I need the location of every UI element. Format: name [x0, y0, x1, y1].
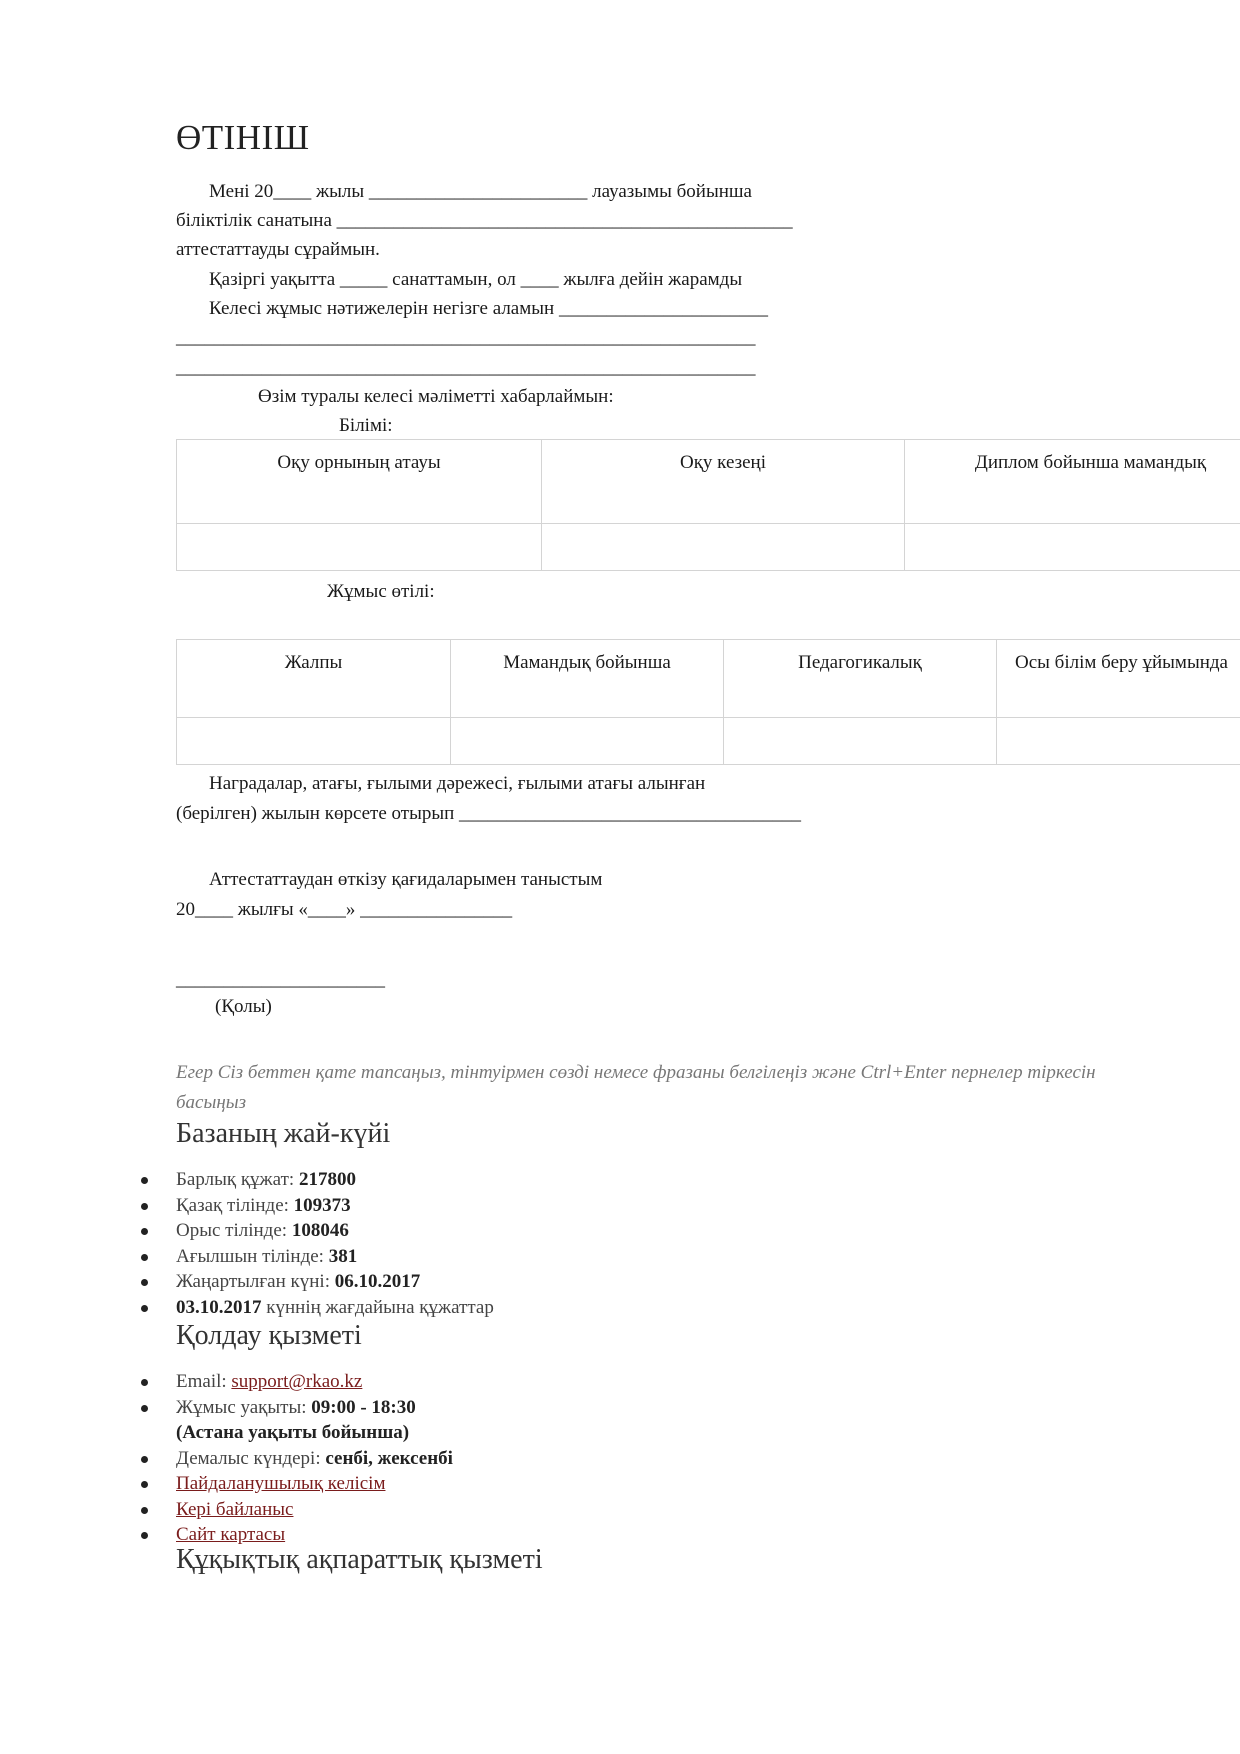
education-header-institution: Оқу орнының атауы [177, 440, 542, 524]
db-status-heading: Базаның жай-күйі [176, 1118, 391, 1149]
date-line: 20____ жылғы «____» ________________ [176, 899, 513, 920]
table-cell [997, 718, 1240, 765]
feedback-link[interactable]: Кері байланыс [176, 1498, 294, 1520]
awards-line-1: Наградалар, атағы, ғылыми дәрежесі, ғылыми атағы алынған [209, 773, 706, 794]
support-list [176, 1369, 453, 1548]
results-blank-line-2: _____________________________________________________________ [176, 357, 756, 378]
education-table [176, 439, 1240, 571]
table-cell [177, 524, 542, 571]
experience-header-this-organization: Осы білім беру ұйымында [997, 640, 1240, 718]
experience-table-empty-row [177, 718, 1240, 765]
experience-label: Жұмыс өтілі: [327, 581, 435, 602]
list-item: Ағылшын тілінде: 381 [176, 1244, 494, 1270]
support-email-item: Email: support@rkao.kz [176, 1369, 453, 1395]
user-agreement-item [176, 1471, 453, 1497]
support-hours-note: (Астана уақыты бойынша) [176, 1422, 410, 1443]
table-cell [542, 524, 905, 571]
education-table-header-row [177, 440, 1240, 524]
user-agreement-link[interactable]: Пайдаланушылық келісім [176, 1473, 386, 1494]
request-line-3: аттестаттауды сұраймын. [176, 239, 380, 260]
education-header-period: Оқу кезеңі [542, 440, 905, 524]
support-hours-item: Жұмыс уақыты: 09:00 - 18:30 [176, 1395, 453, 1421]
results-line: Келесі жұмыс нәтижелерін негізге аламын ______________________ [209, 298, 768, 319]
results-blank-line-1: _____________________________________________________________ [176, 327, 756, 348]
list-item: Жаңартылған күні: 06.10.2017 [176, 1269, 494, 1295]
experience-table [176, 639, 1240, 765]
signature-label: (Қолы) [215, 996, 272, 1017]
db-status-list [176, 1167, 494, 1320]
education-header-specialty: Диплом бойынша мамандық [905, 440, 1240, 524]
table-cell [177, 718, 451, 765]
error-report-hint: Егер Сіз беттен қате тапсаңыз, тінтуірмен сөзді немесе фразаны белгілеңіз және Ctrl+Enter пернелер тіркесін басыңыз [176, 1062, 1096, 1113]
list-item: 03.10.2017 күннің жағдайына құжаттар [176, 1295, 494, 1321]
experience-header-total: Жалпы [177, 640, 451, 718]
request-line-2: біліктілік санатына ________________________________________________ [176, 210, 793, 231]
list-item: Барлық құжат: 217800 [176, 1167, 494, 1193]
rules-acknowledgement-line: Аттестаттаудан өткізу қағидаларымен таныстым [209, 869, 603, 890]
awards-line-2: (берілген) жылын көрсете отырып ____________________________________ [176, 803, 802, 824]
legal-service-heading: Құқықтық ақпараттық қызметі [176, 1544, 543, 1575]
experience-table-header-row [177, 640, 1240, 718]
list-item: Орыс тілінде: 108046 [176, 1218, 494, 1244]
document-title: ӨТІНІШ [176, 118, 310, 157]
request-line-1: Мені 20____ жылы _______________________ лауазымы бойынша [209, 181, 752, 202]
table-cell [905, 524, 1240, 571]
support-weekend-item: Демалыс күндері: сенбі, жексенбі [176, 1446, 453, 1472]
signature-line: ______________________ [176, 969, 385, 990]
sitemap-link[interactable]: Сайт картасы [176, 1524, 286, 1545]
list-item: Қазақ тілінде: 109373 [176, 1193, 494, 1219]
support-email-link[interactable]: support@rkao.kz [231, 1371, 363, 1392]
education-table-empty-row [177, 524, 1240, 571]
table-cell [451, 718, 724, 765]
table-cell [724, 718, 997, 765]
feedback-item [176, 1497, 453, 1523]
about-me-line: Өзім туралы келесі мәліметті хабарлаймын: [258, 386, 614, 407]
experience-header-by-specialty: Мамандық бойынша [451, 640, 724, 718]
support-heading: Қолдау қызметі [176, 1320, 362, 1351]
education-label: Білімі: [339, 415, 393, 436]
experience-header-pedagogical: Педагогикалық [724, 640, 997, 718]
category-line: Қазіргі уақытта _____ санаттамын, ол ____ жылға дейін жарамды [209, 269, 743, 290]
